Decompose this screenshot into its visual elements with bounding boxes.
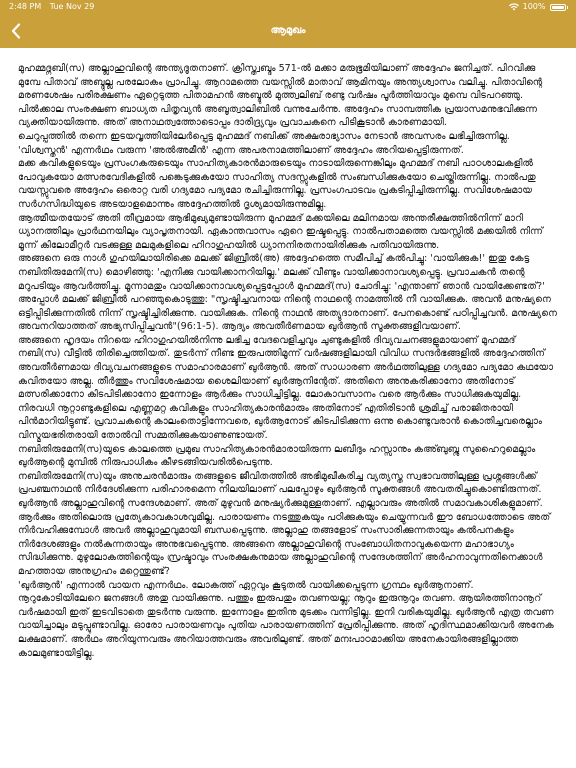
paragraph: ആത്മീയതയോട് അതി തീവ്രമായ ആഭിമുഖ്യമുണ്ടായിരുന്ന മുഹമ്മദ് മക്കയിലെ മലിനമായ അന്തരീക്ഷത്തിൽനിന്ന് മാറി ധ്യാനത്തിലും പ്രാർഥനയിലും വ്യാപൃതനായി. ഏകാന്തവാസം ഏറെ ഇഷ്ടപ്പെട്ടു. നാൽപതാമത്തെ വയസ്സിൽ മക്കയിൽ നിന്ന് മൂന്ന് കിലോമീറ്റർ വടക്കുള്ള മലമുകളിലെ ഹിറാഗുഹയിൽ ധ്യാനനിരതനായിരിക്കുക പതിവായിരുന്നു. bbox=[18, 212, 544, 251]
article-body bbox=[18, 62, 558, 762]
wifi-icon bbox=[509, 3, 519, 11]
paragraph: നബിതിരുമേനി(സ)യുടെ കാലത്തെ പ്രമുഖ സാഹിത്യകാരൻമാരായിരുന്ന ലബീദും ഹസ്സാനും കഅ്ബുബ്നു സുഹൈറുമെല്ലാം ഖുർആന്റെ മുമ്പിൽ നിരുപാധികം കീഴടങ്ങിയവരിൽപെടുന്നു. bbox=[18, 443, 536, 469]
battery-tip bbox=[567, 6, 569, 9]
battery-percent: 100% bbox=[522, 2, 546, 11]
paragraph: ഖുർആൻ അല്ലാഹുവിന്റെ സന്ദേശമാണ്. അത് മുഴുവൻ മനുഷ്യർക്കുമുള്ളതാണ്. എല്ലാവരും അതിൽ സമാവകാശികളുമാണ്. ആർക്കും അതിലൊരു പ്രത്യേകാവകാശവുമില്ല. പാരായണം നടത്തുകയും പഠിക്കുകയും ചെയ്യുന്നവർ ഈ ബോധത്തോടെ അത് നിർവഹിക്കുമ്പോൾ അവർ അല്ലാഹുവുമായി ബന്ധപ്പെടുന്നു. അല്ലാഹു തങ്ങളോട് സംസാരിക്കുന്നതായും കൽപനകളും നിർദേശങ്ങളും നൽകുന്നതായും അനുഭവപ്പെടുന്നു. അങ്ങനെ അല്ലാഹുവിന്റെ സംബോധിതനാവുകയെന്ന മഹാഭാഗ്യം സിദ്ധിക്കുന്നു. മുഴുലോകത്തിന്റെയും സ്രഷ്ടാവും സംരക്ഷകനുമായ അല്ലാഹുവിന്റെ സന്ദേശത്തിന് അർഹനാവുന്നതിനെക്കാൾ മഹത്തായ അനുഗ്രഹം മറ്റെന്തുണ്ട്? bbox=[18, 498, 551, 577]
status-left bbox=[9, 0, 100, 14]
paragraph: 'ഖുർആൻ' എന്നാൽ വായന എന്നർഥം. ലോകത്ത് ഏറ്റവും കൂടുതൽ വായിക്കപ്പെടുന്ന ഗ്രന്ഥം ഖുർആനാണ്. നൂറുകോടിയിലേറെ ജനങ്ങൾ അതു വായിക്കുന്നു. പത്തും ഇരുപതും തവണയല്ല; നൂറും ഇരുനൂറും തവണ. ആയിരത്തിനാനൂറ് വർഷമായി ഇത് ഇടവിടാതെ തുടർന്നു വരുന്നു. ഇന്നോളം ഇതിനു മുടക്കം വന്നിട്ടില്ല. ഇനി വരികയുമില്ല. ഖുർആൻ എത്ര തവണ വായിച്ചാലും മടുപ്പുണ്ടാവില്ല. ഓരോ പാരായണവും പുതിയ പാരായണത്തിന് പ്രേരിപ്പിക്കുന്നു. അത് ഹൃദിസ്ഥമാക്കിയവർ അനേക ലക്ഷമാണ്. അർഥം അറിയുന്നവരും അറിയാത്തവരും അവരിലുണ്ട്. അത് മനഃപാഠമാക്കിയ അനേകായിരങ്ങളില്ലാത്ത കാലമുണ്ടായിട്ടില്ല. bbox=[18, 579, 554, 659]
paragraph: നബിതിരുമേനി(സ)യും അനുചരൻമാരും തങ്ങളുടെ ജീവിതത്തിൽ അഭിമുഖീകരിച്ച വ്യത്യസ്ത സ്വഭാവത്തിലുള്ള പ്രശ്നങ്ങൾക്ക് പ്രപഞ്ചനാഥൻ നിർദേശിക്കുന്ന പരിഹാരമെന്ന നിലയിലാണ് പലപ്പോഴും ഖുർആൻ സൂക്തങ്ങൾ അവതരിച്ചുകൊണ്ടിരുന്നത്. bbox=[18, 470, 542, 496]
battery-icon bbox=[550, 4, 566, 11]
paragraph: ചെറുപ്പത്തിൽ തന്നെ ഇടയവൃത്തിയിലേർപ്പെട്ട മുഹമ്മദ് നബിക്ക് അക്ഷരാഭ്യാസം നേടാൻ അവസരം ലഭിച്ചിരുന്നില്ല. 'വിശ്വസ്തൻ' എന്നർഥം വരുന്ന 'അൽഅമീൻ' എന്ന അപരനാമത്തിലാണ് അദ്ദേഹം അറിയപ്പെട്ടിരുന്നത്. bbox=[18, 130, 510, 156]
status-bar bbox=[0, 0, 576, 14]
navigation-bar bbox=[0, 14, 576, 48]
paragraph: അങ്ങനെ ഹൃദയം നിറയെ ഹിറാഗുഹയിൽനിന്നു ലഭിച്ച വേദവെളിച്ചവും ചുണ്ടുകളിൽ ദിവ്യവചനങ്ങളുമായാണ് മുഹമ്മദ് നബി(സ) വീട്ടിൽ തിരിച്ചെത്തിയത്. തുടർന്ന് നീണ്ട ഇരുപത്തിമൂന്ന് വർഷങ്ങളിലായി വിവിധ സന്ദർഭങ്ങളിൽ അദ്ദേഹത്തിന് അവതീർണമായ ദിവ്യവചനങ്ങളുടെ സമാഹാരമാണ് ഖുർആൻ. അത് സാധാരണ അർഥത്തിലുള്ള ഗദ്യമോ പദ്യമോ കഥയോ കവിതയോ അല്ല. തീർത്തും സവിശേഷമായ ശൈലിയാണ് ഖുർആനിന്റേത്. അതിനെ അനുകരിക്കാനോ അതിനോട് മത്സരിക്കാനോ കിടപിടിക്കാനോ ഇന്നോളം ആർക്കും സാധിച്ചിട്ടില്ല. ലോകാവസാനം വരെ ആർക്കും സാധിക്കുകയുമില്ല. നിരവധി നൂറ്റാണ്ടുകളിലെ എണ്ണമറ്റ കവികളും സാഹിത്യകാരൻമാരും അതിനോട് എതിരിടാൻ ശ്രമിച്ച് പരാജിതരായി പിൻമാറിയിട്ടുണ്ട്. പ്രവാചകന്റെ കാലംതൊട്ടിന്നേവരെ, ഖുർആനോട് കിടപിടിക്കുന്ന ഒന്നു കൊണ്ടുവരാൻ കൊതിച്ചവരെല്ലാം വിസ്മയഭരിതരായി തോൽവി സമ്മതിക്കുകയാണുണ്ടായത്. bbox=[18, 334, 554, 442]
status-right bbox=[509, 0, 568, 14]
paragraph: അങ്ങനെ ഒരു നാൾ ഗുഹയിലായിരിക്കെ മലക്ക് ജിബ്രീൽ(അ) അദ്ദേഹത്തെ സമീപിച്ച് കൽപിച്ചു: 'വായിക്കുക!' ഇതു കേട്ട നബിതിരുമേനി(സ) മൊഴിഞ്ഞു: 'എനിക്കു വായിക്കാനറിയില്ല.' മലക്ക് വീണ്ടും വായിക്കാനാവശ്യപ്പെട്ടു. പ്രവാചകൻ തന്റെ മറുപടിയും ആവർത്തിച്ചു. മൂന്നാമതും വായിക്കാനാവശ്യപ്പെട്ടപ്പോൾ മുഹമ്മദ്(സ) ചോദിച്ചു: 'എന്താണ് ഞാൻ വായിക്കേണ്ടത്?' അപ്പോൾ മലക്ക് ജിബ്രീൽ പറഞ്ഞുകൊടുത്തു: "സൃഷ്ടിച്ചവനായ നിന്റെ നാഥന്റെ നാമത്തിൽ നീ വായിക്കുക. അവൻ മനുഷ്യനെ ഒട്ടിപ്പിടിക്കുന്നതിൽ നിന്ന് സൃഷ്ടിച്ചിരിക്കുന്നു. വായിക്കുക. നിന്റെ നാഥൻ അത്യുദാരനാണ്. പേനകൊണ്ട് പഠിപ്പിച്ചവൻ. മനുഷ്യനെ അവനറിയാത്തത് അഭ്യസിപ്പിച്ചവൻ"(96:1-5). ആദ്യം അവതീർണമായ ഖുർആൻ സൂക്തങ്ങളിവയാണ്. bbox=[18, 253, 557, 333]
paragraph: മുഹമ്മദ്നബി(സ) അല്ലാഹുവിന്റെ അന്ത്യദൂതനാണ്. ക്രിസ്ത്വബ്ദം 571-ൽ മക്കാ മരുഭൂമിയിലാണ് അദ്ദേഹം ജനിച്ചത്. പിറവിക്കു മുമ്പേ പിതാവ് അബ്ദുല്ല പരലോകം പ്രാപിച്ചു. ആറാമത്തെ വയസ്സിൽ മാതാവ് ആമിനയും അന്ത്യശ്വാസം വലിച്ചു. പിതാവിന്റെ മരണശേഷം പരിരക്ഷണം ഏറ്റെടുത്ത പിതാമഹൻ അബ്ദുൽ മുത്ത്വലിബ് രണ്ടു വർഷം പൂർത്തിയാവും മുമ്പെ വിടപറഞ്ഞു. പിൽക്കാല സംരക്ഷണ ബാധ്യത പിതൃവ്യൻ അബൂത്വാലിബിൽ വന്നുചേർന്നു. അദ്ദേഹം സാമ്പത്തിക പ്രയാസമനുഭവിക്കുന്ന വ്യക്തിയായിരുന്നു. അത് അനാഥത്വത്തോടൊപ്പം ദാരിദ്ര്യവും പ്രവാചകനെ പിടികൂടാൻ കാരണമായി. bbox=[18, 63, 543, 129]
status-time: 2:48 PM bbox=[9, 2, 42, 11]
status-date: Tue Nov 29 bbox=[49, 2, 95, 11]
page-title: ആമുഖം bbox=[270, 25, 306, 36]
paragraph: മക്ക കവികളുടെയും പ്രസംഗകരുടെയും സാഹിത്യകാരൻമാരുടെയും നാടായിരുന്നെങ്കിലും മുഹമ്മദ് നബി പാഠശാലകളിൽ പോവുകയോ മത്സരവേദികളിൽ പങ്കെടുക്കുകയോ സാഹിത്യ സദസ്സുകളിൽ സംബന്ധിക്കുകയോ ചെയ്തിരുന്നില്ല. നാൽപതു വയസ്സുവരെ അദ്ദേഹം ഒരൊറ്റ വരി ഗദ്യമോ പദ്യമോ രചിച്ചിരുന്നില്ല. പ്രസംഗപാടവം പ്രകടിപ്പിച്ചിരുന്നില്ല. സവിശേഷമായ സർഗസിദ്ധിയുടെ അടയാളമൊന്നും അദ്ദേഹത്തിൽ ദൃശ്യമായിരുന്നുമില്ല. bbox=[18, 158, 536, 210]
